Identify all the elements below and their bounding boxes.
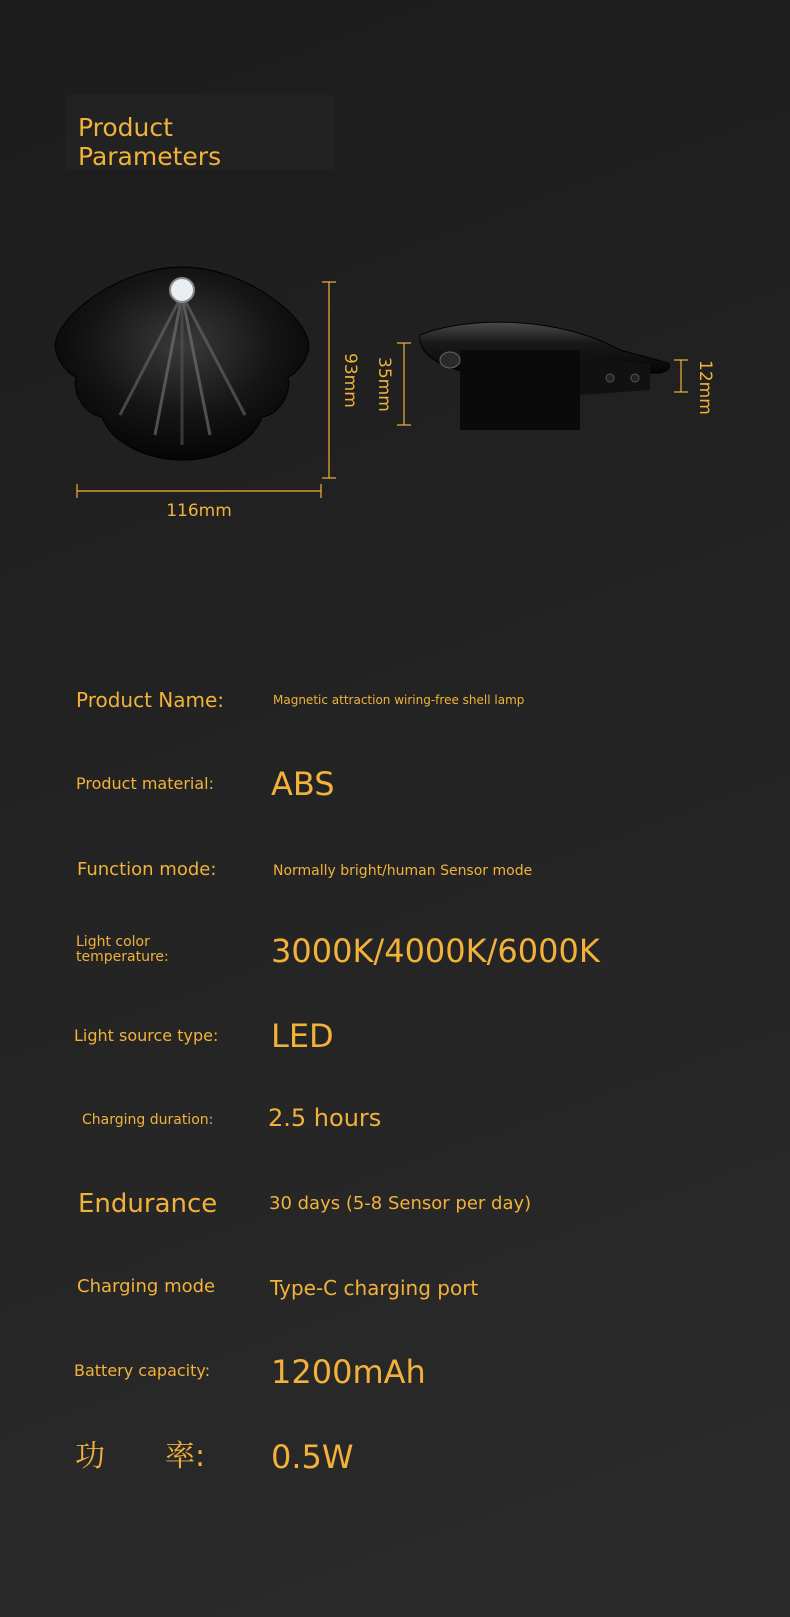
page-title: Product Parameters [78,113,222,171]
param-label-light-source: Light source type: [74,1026,219,1045]
param-label-material: Product material: [76,774,215,793]
param-value-product-name: Magnetic attraction wiring-free shell lamp [273,693,525,707]
dimension-height-side: 35mm [374,357,394,412]
product-dimension-figure [0,255,790,535]
param-label-endurance: Endurance [78,1189,218,1219]
param-label-battery-capacity: Battery capacity: [74,1361,211,1380]
dimension-height-front: 93mm [340,353,360,408]
param-value-battery-capacity: 1200mAh [271,1353,426,1391]
dimension-thickness: 12mm [695,360,715,415]
param-value-light-source: LED [271,1017,334,1055]
title-box [66,95,334,170]
param-value-power: 0.5W [271,1438,354,1476]
param-value-function-mode: Normally bright/human Sensor mode [273,863,533,879]
shell-lamp-side-image [420,322,670,430]
param-label-function-mode: Function mode: [77,859,217,880]
param-label-charging-duration: Charging duration: [82,1112,214,1128]
param-value-color-temperature: 3000K/4000K/6000K [271,932,600,970]
param-value-material: ABS [271,765,335,803]
param-value-charging-mode: Type-C charging port [270,1276,479,1300]
param-label-power: 功 率: [75,1439,206,1474]
param-value-endurance: 30 days (5-8 Sensor per day) [269,1193,532,1214]
param-value-charging-duration: 2.5 hours [268,1104,382,1132]
param-label-color-temperature: Light color temperature: [76,934,169,966]
param-label-product-name: Product Name: [76,688,225,712]
param-label-charging-mode: Charging mode [77,1276,216,1297]
shell-lamp-front-image [55,267,308,460]
dimension-width: 116mm [166,501,232,521]
